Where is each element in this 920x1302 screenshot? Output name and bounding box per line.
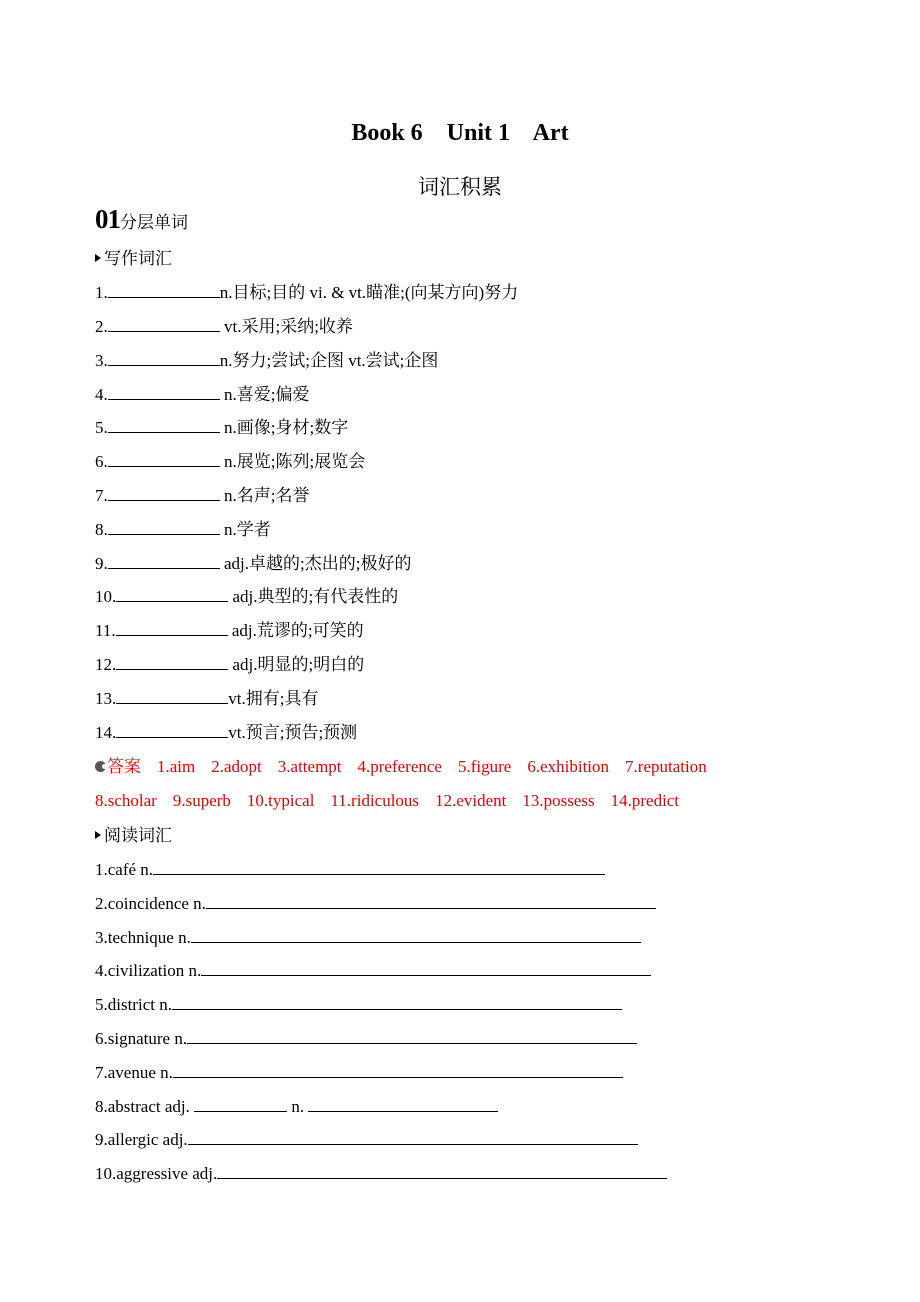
answer-key-line-1: 答案 1.aim 2.adopt 3.attempt 4.preference 5.figure 6.exhibition 7.reputation bbox=[95, 756, 723, 778]
writing-item: 2. vt.采用;采纳;收养 bbox=[95, 317, 353, 336]
answer-blank[interactable] bbox=[201, 960, 651, 976]
answer-blank[interactable] bbox=[116, 620, 228, 636]
writing-item: 1. n.目标;目的 vi. & vt.瞄准;(向某方向)努力 bbox=[95, 283, 519, 302]
writing-item: 9. adj.卓越的;杰出的;极好的 bbox=[95, 554, 412, 573]
reading-item: 7.avenue n. bbox=[95, 1062, 623, 1084]
reading-item: 9.allergic adj. bbox=[95, 1129, 638, 1151]
answer-icon bbox=[95, 761, 106, 772]
writing-item: 7. n.名声;名誉 bbox=[95, 486, 310, 505]
answer-blank[interactable] bbox=[217, 1163, 667, 1179]
answer-blank[interactable] bbox=[116, 722, 228, 738]
reading-item: 5.district n. bbox=[95, 994, 622, 1016]
writing-item: 8. n.学者 bbox=[95, 520, 271, 539]
answer-label: 答案 bbox=[107, 757, 141, 776]
reading-item: 3.technique n. bbox=[95, 927, 641, 949]
writing-item: 12. adj.明显的;明白的 bbox=[95, 655, 365, 674]
page-subtitle: 词汇积累 bbox=[418, 175, 502, 199]
answer-blank[interactable] bbox=[187, 1028, 637, 1044]
writing-item: 11. adj.荒谬的;可笑的 bbox=[95, 621, 364, 640]
answer-blank[interactable] bbox=[116, 688, 228, 704]
answer-blank[interactable] bbox=[108, 282, 220, 298]
page-title: Book 6 Unit 1 Art bbox=[351, 120, 569, 146]
reading-item: 8.abstract adj. n. bbox=[95, 1096, 498, 1118]
answer-blank[interactable] bbox=[153, 859, 605, 875]
answer-blank[interactable] bbox=[308, 1096, 498, 1112]
writing-item: 5. n.画像;身材;数字 bbox=[95, 418, 349, 437]
writing-item: 6. n.展览;陈列;展览会 bbox=[95, 452, 366, 471]
reading-item: 4.civilization n. bbox=[95, 960, 651, 982]
answer-blank[interactable] bbox=[108, 316, 220, 332]
section-number: 01 bbox=[95, 204, 120, 234]
answer-key-line-2: 8.scholar 9.superb 10.typical 11.ridiculous 12.evident 13.possess 14.predict bbox=[95, 791, 680, 810]
answer-blank[interactable] bbox=[108, 485, 220, 501]
writing-item: 13. vt.拥有;具有 bbox=[95, 689, 319, 708]
section-heading bbox=[95, 204, 188, 235]
answer-blank[interactable] bbox=[108, 519, 220, 535]
answer-blank[interactable] bbox=[108, 384, 220, 400]
answer-blank[interactable] bbox=[108, 451, 220, 467]
answer-blank[interactable] bbox=[173, 1062, 623, 1078]
reading-item: 10.aggressive adj. bbox=[95, 1163, 667, 1185]
writing-vocab-heading: 写作词汇 bbox=[95, 248, 172, 270]
answer-blank[interactable] bbox=[191, 927, 641, 943]
writing-item: 4. n.喜爱;偏爱 bbox=[95, 385, 310, 404]
answer-blank[interactable] bbox=[108, 553, 220, 569]
answer-blank[interactable] bbox=[194, 1096, 287, 1112]
answer-blank[interactable] bbox=[116, 654, 228, 670]
reading-item: 1.café n. bbox=[95, 859, 605, 881]
answer-blank[interactable] bbox=[188, 1129, 638, 1145]
answer-blank[interactable] bbox=[172, 994, 622, 1010]
answer-blank[interactable] bbox=[108, 417, 220, 433]
writing-item: 14. vt.预言;预告;预测 bbox=[95, 723, 358, 742]
section-label: 分层单词 bbox=[120, 213, 188, 232]
writing-item: 10. adj.典型的;有代表性的 bbox=[95, 587, 399, 606]
reading-item: 2.coincidence n. bbox=[95, 893, 656, 915]
reading-item: 6.signature n. bbox=[95, 1028, 637, 1050]
reading-vocab-heading: 阅读词汇 bbox=[95, 825, 172, 847]
answer-blank[interactable] bbox=[206, 893, 656, 909]
answer-blank[interactable] bbox=[108, 350, 220, 366]
answer-blank[interactable] bbox=[116, 586, 228, 602]
writing-item: 3. n.努力;尝试;企图 vt.尝试;企图 bbox=[95, 351, 439, 370]
